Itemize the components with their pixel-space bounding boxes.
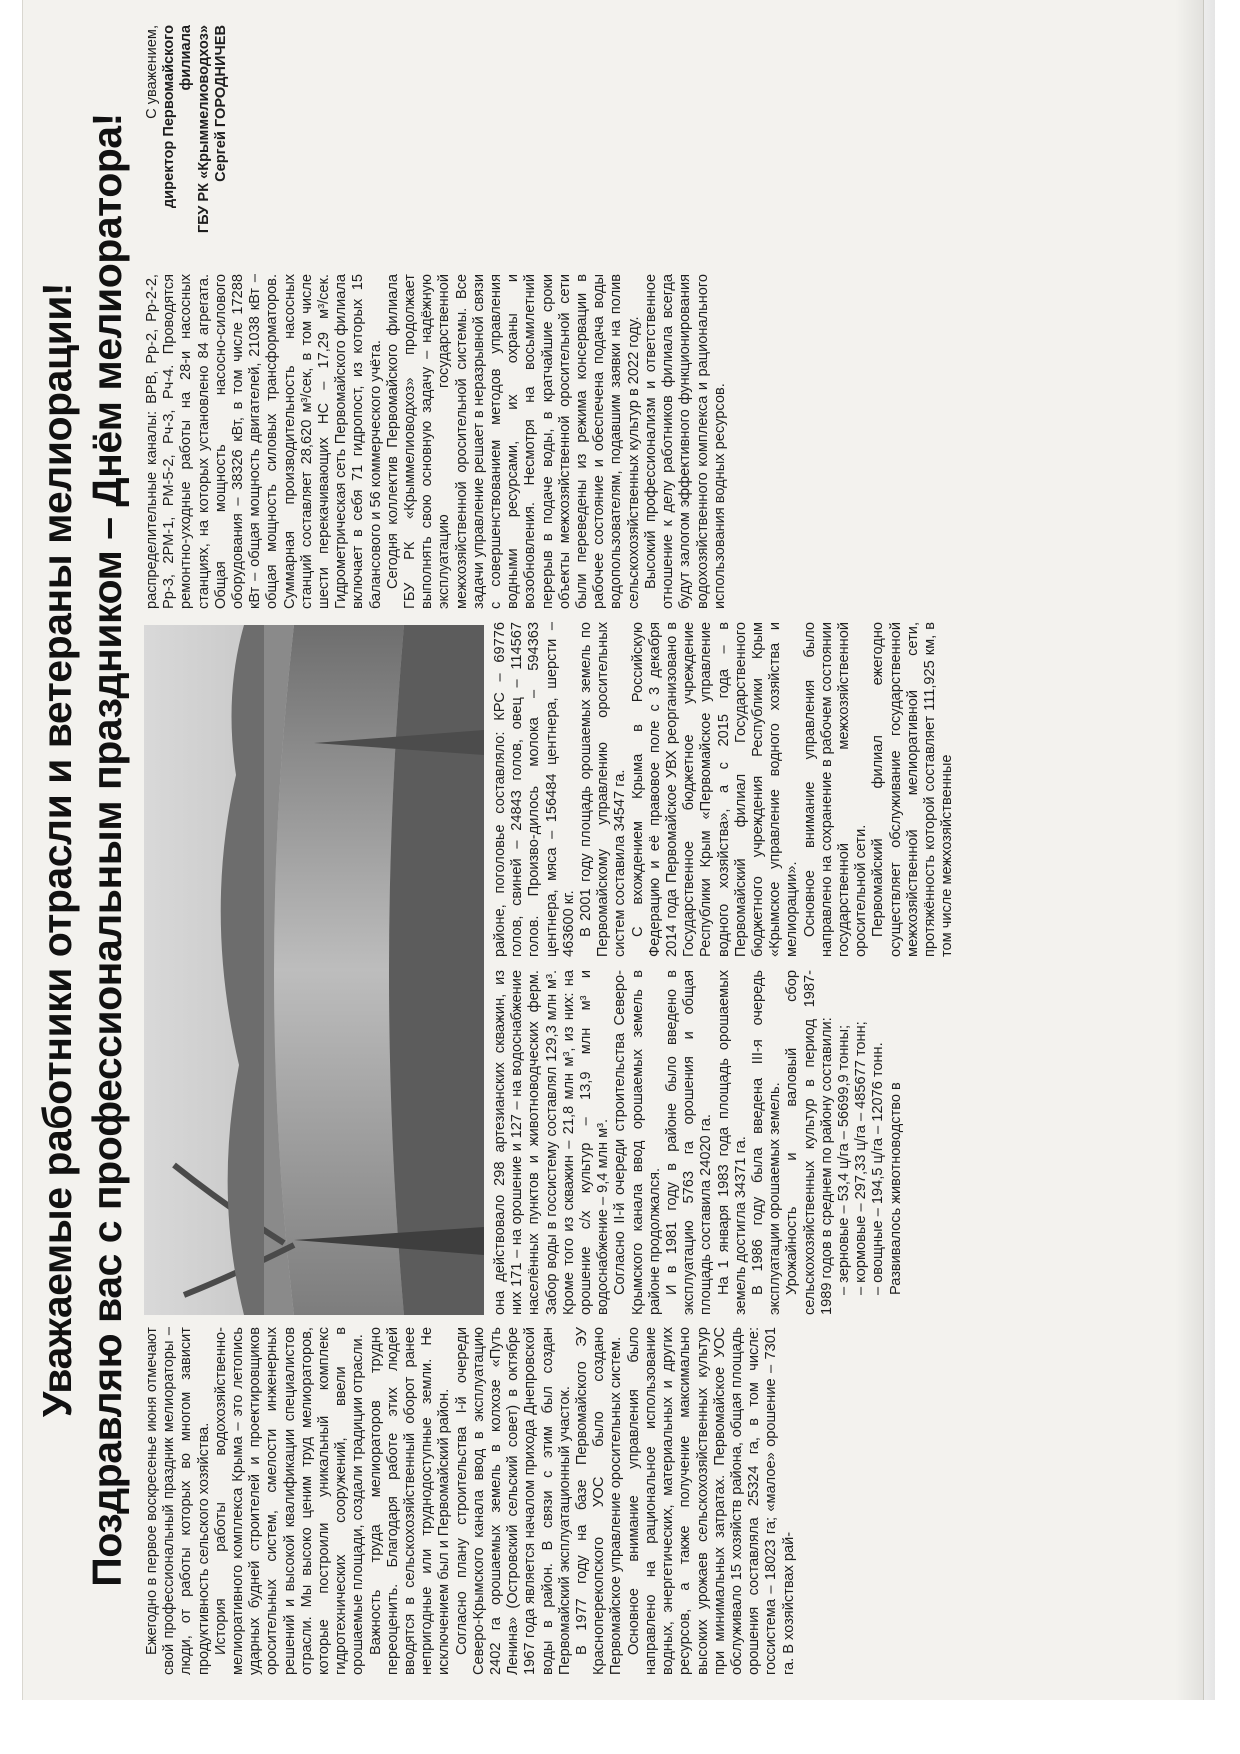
paragraph: – овощные – 194,5 ц/га – 12076 тонн. bbox=[870, 1042, 887, 1295]
headline-line-1: Уважаемые работники отрасли и ветераны мелиорации! bbox=[34, 282, 80, 1418]
sign-position-1: директор Первомайского филиала bbox=[161, 25, 195, 209]
paragraph: она действовало 298 артезианских скважин, из них 171 – на орошение и 127 – на водоснабжение населённых пунктов и животноводческих ферм. Забор воды в госсистему составлял 129,3 млн м³. Кроме того из скважин – 21,8 млн м³, из них: на орошение с/х культур – 13,9 млн м³ и водоснабжение – 9,4 млн м³. bbox=[492, 970, 612, 1315]
paragraph: В 1977 году на базе Первомайского ЭУ Красноперекопского УОС было создано Первомайское управление оросительных систем. bbox=[574, 1327, 625, 1675]
column-2 bbox=[144, 970, 1174, 1315]
paragraph: Основное внимание управления было направлено на сохранение в рабочем состоянии государственной межхозяйственной оросительной сети. bbox=[801, 622, 870, 957]
signature-column bbox=[144, 25, 1174, 262]
paragraph: На 1 января 1983 года площадь орошаемых земель достигла 34371 га. bbox=[715, 970, 749, 1315]
sign-name: Сергей ГОРОДНИЧЕВ bbox=[212, 25, 229, 182]
paragraph: Согласно II-й очереди строительства Северо-Крымского канала ввод орошаемых земель в районе продолжался. bbox=[612, 970, 663, 1315]
paragraph: Развивалось животноводство в bbox=[887, 1082, 904, 1295]
paragraph: В 2001 году площадь орошаемых земель по Первомайскому управлению оросительных систем составила 34547 га. bbox=[578, 622, 629, 957]
paragraph: История работы водохозяйственно-мелиоративного комплекса Крыма – это летопись ударных будней строителей и проектировщиков оросительных систем, смелости инженерных решений и высокой квалификации специалистов отрасли. Мы высоко ценим труд мелиораторов, которые построили уникальный комплекс гидротехнических сооружений, ввели в орошаемые площади, создали традиции отрасли. bbox=[212, 1327, 367, 1675]
paragraph: Ежегодно в первое воскресенье июня отмечают свой профессиональный праздник мелиораторы – люди, от работы которых во многом зависит продуктивность сельского хозяйства. bbox=[144, 1327, 212, 1675]
paragraph: Урожайность и валовый сбор сельскохозяйственных культур в период 1987-1989 годов в среднем по району составили: bbox=[784, 970, 835, 1315]
paragraph: – зерновые – 53,4 ц/га – 56699,9 тонны; bbox=[836, 1024, 853, 1295]
column-1 bbox=[144, 1327, 1174, 1675]
column-4-text bbox=[144, 274, 729, 609]
headline-line-2: Поздравляю вас с профессиональным праздником – Днём мелиоратора! bbox=[84, 113, 130, 1587]
paragraph: распределительные каналы: ВРВ, Рр-2, Рр-2-2, Рр-3, 2РМ-1, РМ-5-2, Рч-3, Рч-4. Проводятся ремонтно-уходные работы на 28-и насосных станциях, на которых установлено 84 агрегата. Общая мощность насосно-силового оборудования – 38326 кВт, в том числе 17288 кВт – общая мощность двигателей, 21038 кВт – общая мощность силовых трансформаторов. Суммарная производительность насосных станций составляет 28,620 м³/сек, в том числе шести перекачивающих НС – 17,29 м³/сек. Гидрометрическая сеть Первомайского филиала включает в себя 71 гидропост, из которых 15 балансового и 56 коммерческого учёта. bbox=[144, 274, 384, 609]
column-4 bbox=[144, 274, 1174, 609]
paragraph: Высокий профессионализм и ответственное отношение к делу работников филиала всегда будут залогом эффективного функционирования водохозяйственного комплекса и рационального использования водных ресурсов. bbox=[642, 274, 728, 609]
article-body bbox=[144, 25, 1174, 1675]
rotated-article bbox=[32, 25, 1182, 1675]
paragraph: Первомайский филиал ежегодно осуществляет обслуживание государственной межхозяйственной мелиоративной сети, протяжённость которой составляет 111,925 км, в том числе межхозяйственные bbox=[870, 622, 956, 957]
paragraph: Сегодня коллектив Первомайского филиала ГБУ РК «Крыммелиоводхоз» продолжает выполнять свою основную задачу – надёжную эксплуатацию государственной межхозяйственной оросительной системы. Все задачи управление решает в неразрывной связи с совершенствованием методов управления водными ресурсами, их охраны и возобновления. Несмотря на восьмилетний перерыв в подаче воды, в кратчайшие сроки объекты межхозяйственной оросительной сети были переведены из режима консервации в рабочее состояние и обеспечена подача воды водопользователям, подавшим заявки на полив сельскохозяйственных культур в 2022 году. bbox=[384, 274, 642, 609]
column-2-text bbox=[492, 970, 905, 1315]
column-3-text bbox=[492, 622, 956, 957]
paragraph: В 1986 году была введена III-я очередь эксплуатации орошаемых земель. bbox=[750, 970, 784, 1315]
sign-position-2: ГБУ РК «Крыммелиоводхоз» bbox=[195, 25, 212, 234]
paragraph: Важность труда мелиораторов трудно переоценить. Благодаря работе этих людей вводятся в сельскохозяйственный оборот ранее непригодные или труднодоступные земли. Не исключением был и Первомайский район. bbox=[367, 1327, 453, 1675]
paragraph: Согласно плану строительства I-й очереди Северо-Крымского канала ввод в эксплуатацию 2402 га орошаемых земель в колхозе «Путь Ленина» (Островский сельский совет) в октябре 1967 года является началом прихода Днепровской воды в район. В связи с этим был создан Первомайский эксплуатационный участок. bbox=[453, 1327, 573, 1675]
paragraph: Основное внимание управления было направлено на рациональное использование водных, энергетических, материальных и других ресурсов, а также получение максимально высоких урожаев сельскохозяйственных культур при минимальных затратах. Первомайское УОС обслуживало 15 хозяйств района, общая площадь орошения составляла 25324 га, в том числе: госсистема – 18023 га; «малое» орошение – 7301 га. В хозяйствах рай- bbox=[625, 1327, 797, 1675]
sign-regards: С уважением, bbox=[144, 25, 160, 119]
paragraph: С вхождением Крыма в Российскую Федерацию и её правовое поле с 3 декабря 2014 года Первомайское УВХ реорганизовано в Государственное бюджетное учреждение Республики Крым «Первомайское управление водного хозяйства», а с 2015 года – в Первомайский филиал Государственного бюджетного учреждения Республики Крым «Крымское управление водного хозяйства и мелиорации». bbox=[629, 622, 801, 957]
column-3 bbox=[144, 622, 1174, 957]
paragraph: – кормовые – 297,33 ц/га – 485677 тонн; bbox=[853, 1021, 870, 1295]
paragraph: районе, поголовье составляло: КРС – 69776 голов, свиней – 24843 голов, овец – 114567 голов. Произво-дилось молока – 594363 центнера, мяса – 156484 центнера, шерсти – 463600 кг. bbox=[492, 622, 577, 957]
paragraph: И в 1981 году в районе было введено в эксплуатацию 5763 га орошения и общая площадь составила 24020 га. bbox=[664, 970, 715, 1315]
